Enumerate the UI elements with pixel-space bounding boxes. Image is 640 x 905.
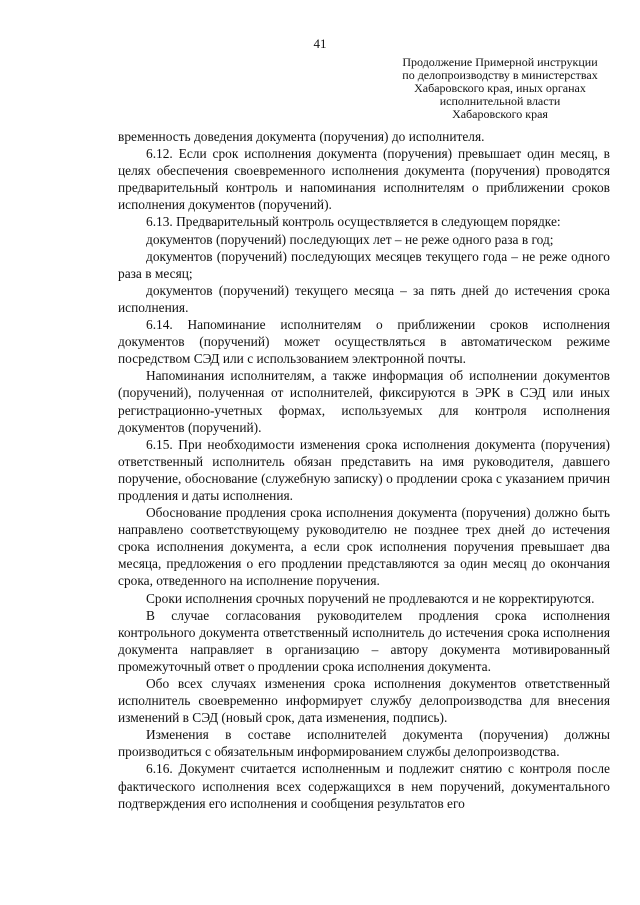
page-number: 41 [313, 36, 327, 51]
running-header-line: Хабаровского края [452, 107, 548, 121]
paragraph-6-12: 6.12. Если срок исполнения документа (поручения) превышает один месяц, в целях обеспечения своевременного исполнения документа (поручения) проводятся предварительный контроль и напоминания исполнителям о приближении сроков исполнения документов (поручений). [118, 146, 610, 213]
paragraph-executor-changes: Изменения в составе исполнителей документа (поручения) должны производиться с обязательным информированием службы делопроизводства. [118, 727, 610, 760]
paragraph-continuation: временность доведения документа (поручения) до исполнителя. [118, 129, 485, 144]
running-header-line: исполнительной власти [439, 94, 561, 108]
paragraph-6-13: 6.13. Предварительный контроль осуществляется в следующем порядке: [146, 214, 561, 230]
paragraph-extension-justification: Обоснование продления срока исполнения документа (поручения) должно быть направлено соответствующему руководителю не позднее трех дней до истечения срока исполнения документа, а если срок исполнения поручения превышает два месяца, предложения о его продлении представляются за один месяц до окончания срока, отведенного на исполнение поручения. [118, 505, 610, 589]
running-header-line: по делопроизводству в министерствах [402, 68, 598, 82]
paragraph-deadline-changes: Обо всех случаях изменения срока исполнения документов ответственный исполнитель своевременно информирует службу делопроизводства для внесения изменений в СЭД (новый срок, дата изменения, подпись). [118, 676, 610, 726]
paragraph-control-current-month: документов (поручений) текущего месяца – за пять дней до истечения срока исполнения. [118, 282, 610, 315]
running-header [380, 56, 620, 121]
running-header-line: Продолжение Примерной инструкции [402, 55, 598, 69]
paragraph-reminders: Напоминания исполнителям, а также информация об исполнении документов (поручений), полученная от исполнителей, фиксируются в ЭРК в СЭД или иных регистрационно-учетных формах, используемых для контроля исполнения документов (поручений). [118, 368, 610, 435]
paragraph-approval-case: В случае согласования руководителем продления срока исполнения контрольного документа ответственный исполнитель до истечения срока исполнения документа направляет в организацию – автору документа мотивированный промежуточный ответ о продлении срока исполнения документа. [118, 607, 610, 674]
paragraph-6-16: 6.16. Документ считается исполненным и подлежит снятию с контроля после фактического исполнения всех содержащихся в нем поручений, документального подтверждения его исполнения и сообщения результатов его [118, 761, 610, 811]
body-text [118, 128, 610, 812]
paragraph-control-years: документов (поручений) последующих лет – не реже одного раза в год; [146, 231, 554, 247]
paragraph-6-15: 6.15. При необходимости изменения срока исполнения документа (поручения) ответственный исполнитель обязан представить на имя руководителя, давшего поручение, обоснование (служебную записку) о продлении срока с указанием причин продления и даты исполнения. [118, 436, 610, 503]
paragraph-urgent-orders: Сроки исполнения срочных поручений не продлеваются и не корректируются. [146, 590, 595, 606]
paragraph-control-months: документов (поручений) последующих месяцев текущего года – не реже одного раза в месяц; [118, 248, 610, 281]
paragraph-6-14: 6.14. Напоминание исполнителям о приближении сроков исполнения документов (поручений) может осуществляться в автоматическом режиме посредством СЭД или с использованием электронной почты. [118, 317, 610, 367]
running-header-line: Хабаровского края, иных органах [414, 81, 586, 95]
